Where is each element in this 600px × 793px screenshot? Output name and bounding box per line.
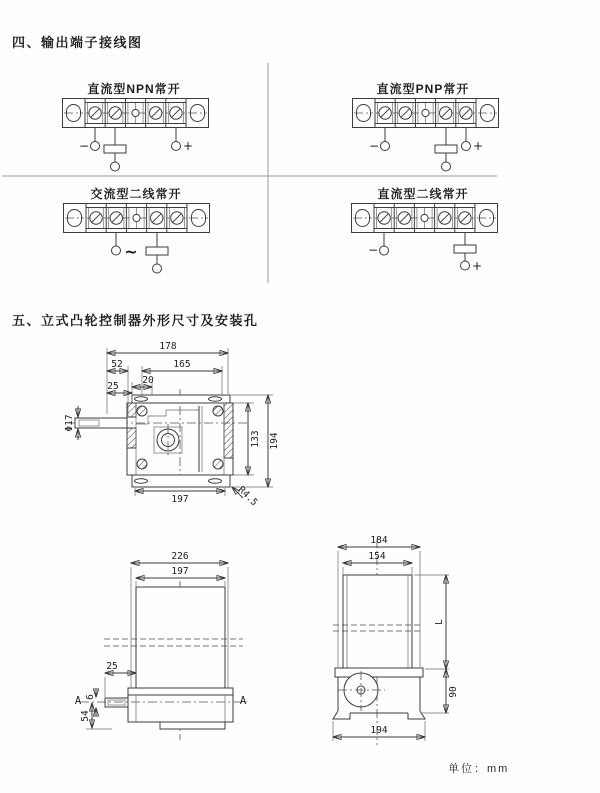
pnp-minus-label: −	[368, 139, 380, 153]
front-body	[136, 587, 225, 688]
dc2-plus-label: +	[471, 259, 483, 273]
npn-minus-label: −	[78, 139, 90, 153]
ac2-load	[146, 247, 168, 255]
npn-plus-label: +	[182, 139, 194, 153]
wiring-pnp-title: 直流型PNP常开	[376, 82, 470, 96]
wiring-ac2-wires	[112, 233, 169, 273]
dim-226: 226	[171, 551, 189, 562]
terminal-block	[64, 204, 210, 233]
top-view-drawing	[64, 341, 280, 508]
right-foot	[408, 711, 425, 719]
section4-heading: 四、输出端子接线图	[12, 35, 143, 50]
base-rail	[128, 688, 233, 695]
side-body	[343, 575, 412, 670]
base-body	[128, 695, 233, 722]
dim-dia17: Φ17	[64, 414, 75, 432]
dim-197: 197	[171, 494, 189, 505]
front-view-drawing	[75, 551, 247, 740]
wiring-dc2	[352, 186, 498, 273]
dim-165: 165	[173, 359, 191, 370]
wall-hatch	[127, 428, 136, 448]
dim-25: 25	[107, 381, 119, 392]
npn-load	[104, 145, 126, 153]
terminal-block	[352, 204, 498, 233]
dim-L: L	[434, 619, 445, 625]
dim-178: 178	[159, 341, 177, 352]
terminal-block	[353, 99, 499, 128]
dc2-minus-label: −	[367, 243, 379, 257]
dim-90: 90	[448, 686, 459, 698]
dim-54: 54	[80, 710, 91, 722]
corner-boss	[213, 459, 223, 469]
corner-boss	[213, 406, 223, 416]
dim-20: 20	[142, 375, 154, 386]
dim-r45: R4.5	[235, 484, 260, 509]
bottom-flange	[132, 475, 230, 487]
wiring-dc2-wires	[368, 233, 482, 273]
wiring-pnp-wires	[369, 128, 483, 171]
corner-boss	[137, 459, 147, 469]
dim-52: 52	[111, 359, 123, 370]
outline-section	[64, 341, 459, 745]
section5-heading: 五、立式凸轮控制器外形尺寸及安装孔	[12, 313, 259, 328]
dim-6: 6	[85, 694, 96, 700]
wiring-section	[2, 63, 499, 283]
terminal-block	[63, 99, 209, 128]
left-foot	[333, 711, 350, 719]
wiring-npn	[63, 81, 209, 171]
front-shaft	[105, 698, 128, 707]
dim-25-front: 25	[106, 661, 118, 672]
wall-hatch	[224, 403, 233, 458]
ac-symbol: ~	[124, 242, 138, 261]
wiring-dc2-title: 直流型二线常开	[377, 187, 469, 201]
side-plate	[335, 668, 423, 677]
dim-194: 194	[269, 432, 280, 450]
pnp-load	[435, 145, 457, 153]
dc2-load	[454, 245, 476, 253]
section-label-a-right: A	[239, 695, 247, 707]
unit-note: 单位：mm	[448, 763, 510, 775]
base-lip	[160, 722, 225, 729]
section-label-a-left: A	[74, 695, 82, 707]
shaft	[75, 418, 127, 428]
pnp-plus-label: +	[472, 139, 484, 153]
wiring-pnp	[353, 81, 499, 171]
dim-184: 184	[370, 535, 388, 546]
dim-133: 133	[250, 430, 261, 448]
wiring-ac2	[64, 186, 210, 273]
wiring-ac2-title: 交流型二线常开	[90, 187, 182, 201]
wiring-npn-title: 直流型NPN常开	[87, 82, 181, 96]
dim-194-side: 194	[370, 725, 388, 736]
side-view-drawing	[333, 535, 459, 745]
top-flange	[132, 395, 230, 403]
wiring-npn-wires	[79, 128, 193, 171]
dim-154: 154	[368, 551, 386, 562]
corner-boss	[137, 406, 147, 416]
dim-197-front: 197	[171, 566, 189, 577]
